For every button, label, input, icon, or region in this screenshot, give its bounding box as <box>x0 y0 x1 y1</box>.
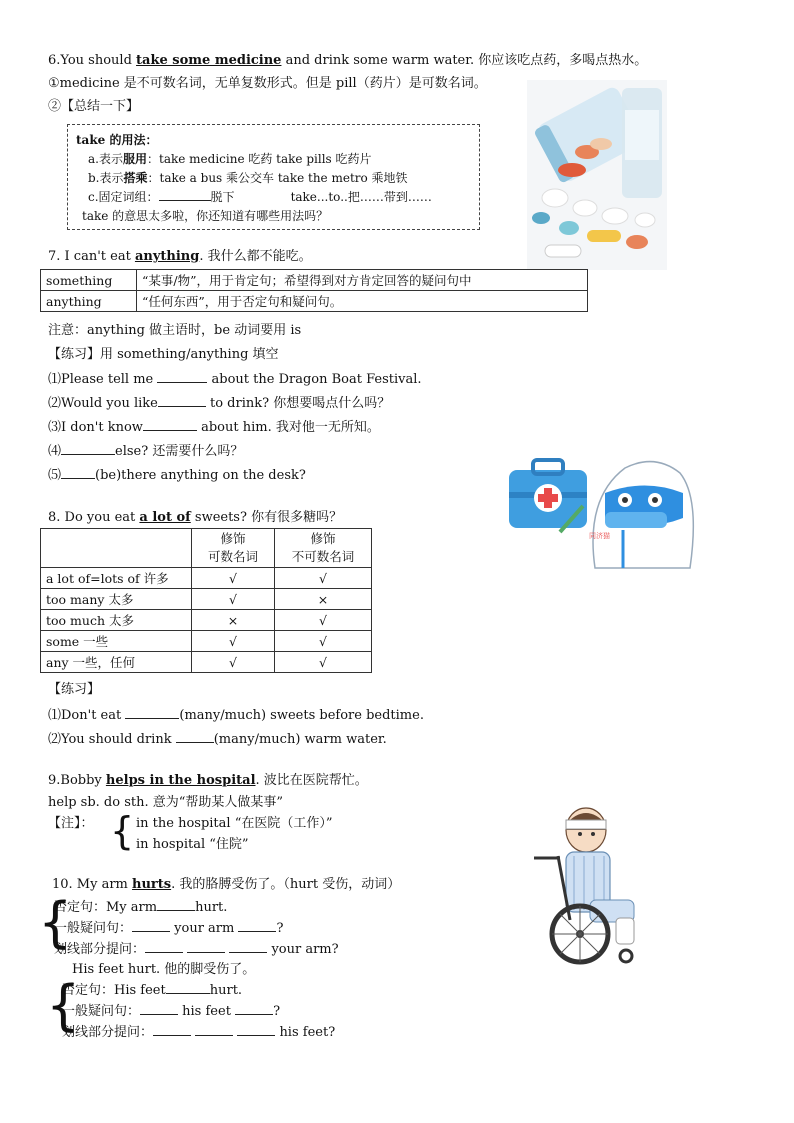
take-usage-end: take 的意思太多啦，你还知道有哪些用法吗？ <box>82 209 329 223</box>
s7-q3: ⑶I don't know about him. 我对他一无所知。 <box>48 420 380 435</box>
take-usage-c: c.固定词组： 脱下 take...to..把……带到…… <box>88 190 432 204</box>
medical-kit-cat-image <box>505 448 705 573</box>
s10-general-question: 一般疑问句： your arm ? <box>54 921 284 936</box>
s10-wh-question: 划线部分提问： your arm? <box>54 942 339 957</box>
header-countable: 修饰 可数名词 <box>192 529 275 568</box>
s7-q2: ⑵Would you like to drink? 你想要喝点什么吗？ <box>48 396 391 411</box>
s9-key-phrase: helps in the hospital <box>105 773 256 788</box>
s8-key-phrase: a lot of <box>139 510 191 525</box>
blank[interactable] <box>176 730 214 743</box>
brace: { <box>38 891 73 954</box>
blank[interactable] <box>61 466 95 479</box>
medicine-pills-image <box>527 80 667 270</box>
table-row: too much 太多 × √ <box>41 610 372 631</box>
s8-title: 8. Do you eat a lot of sweets? 你有很多糖吗？ <box>48 510 343 525</box>
brace: { <box>110 809 135 853</box>
header-uncountable: 修饰 不可数名词 <box>275 529 372 568</box>
s7-practice-title: 【练习】用 something/anything 填空 <box>48 347 279 362</box>
blank[interactable] <box>238 919 276 932</box>
table-row: some 一些 √ √ <box>41 631 372 652</box>
take-usage-title: take 的用法： <box>76 133 158 147</box>
quantifier-table <box>40 528 372 673</box>
blank[interactable] <box>61 442 115 455</box>
blank[interactable] <box>235 1002 273 1015</box>
take-usage-a: a.表示服用：take medicine 吃药 take pills 吃药片 <box>88 152 372 166</box>
s9-note-label: 【注】： <box>48 816 94 831</box>
s6-key-phrase: take some medicine <box>136 53 282 68</box>
s10-negative: 否定句：My arm hurt. <box>54 900 228 915</box>
s9-option1: in the hospital “在医院（工作）” <box>136 816 333 831</box>
s10-title: 10. My arm hurts. 我的胳膊受伤了。（hurt 受伤，动词） <box>52 877 401 892</box>
blank[interactable] <box>166 981 210 994</box>
blank[interactable] <box>140 1002 178 1015</box>
s10-negative2: 否定句：His feet hurt. <box>62 983 243 998</box>
s8-q2: ⑵You should drink (many/much) warm water. <box>48 732 387 747</box>
s6-title: 6.You should take some medicine and drink some warm water. 你应该吃点药，多喝点热水。 <box>48 53 648 68</box>
table-row <box>41 529 372 568</box>
blank[interactable] <box>132 919 170 932</box>
blank[interactable] <box>153 1023 191 1036</box>
table-row: something “某事/物”，用于肯定句；希望得到对方肯定回答的疑问句中 <box>41 270 588 291</box>
s7-note: 注意：anything 做主语时，be 动词要用 is <box>48 323 302 338</box>
s9-option2: in hospital “住院” <box>136 837 249 852</box>
table-row: any 一些，任何 √ √ <box>41 652 372 673</box>
something-anything-table <box>40 269 588 312</box>
s9-line2: help sb. do sth. 意为“帮助某人做某事” <box>48 795 284 810</box>
s7-q5: ⑸ (be)there anything on the desk? <box>48 468 306 483</box>
blank[interactable] <box>125 706 179 719</box>
blank[interactable] <box>157 370 207 383</box>
table-row: anything “任何东西”，用于否定句和疑问句。 <box>41 291 588 312</box>
blank[interactable] <box>237 1023 275 1036</box>
blank[interactable] <box>187 940 225 953</box>
blank[interactable] <box>157 898 195 911</box>
brace: { <box>46 974 81 1037</box>
s7-title: 7. I can't eat anything. 我什么都不能吃。 <box>48 249 312 264</box>
s9-title: 9.Bobby helps in the hospital. 波比在医院帮忙。 <box>48 773 368 788</box>
s8-practice-title: 【练习】 <box>48 682 101 697</box>
s7-key-phrase: anything <box>134 249 200 264</box>
s7-q1: ⑴Please tell me about the Dragon Boat Festival. <box>48 372 422 387</box>
s8-q1: ⑴Don't eat (many/much) sweets before bedtime. <box>48 708 424 723</box>
wheelchair-boy-image <box>530 800 650 970</box>
blank[interactable] <box>158 394 206 407</box>
take-usage-b: b.表示搭乘：take a bus 乘公交车 take the metro 乘地铁 <box>88 171 408 185</box>
table-row: too many 太多 √ × <box>41 589 372 610</box>
blank[interactable] <box>229 940 267 953</box>
blank[interactable] <box>195 1023 233 1036</box>
s10-general-question2: 一般疑问句： his feet ? <box>62 1004 281 1019</box>
table-row: a lot of=lots of 许多 √ √ <box>41 568 372 589</box>
blank[interactable] <box>145 940 183 953</box>
s6-note1: ①medicine 是不可数名词，无单复数形式。但是 pill（药片）是可数名词。 <box>48 76 487 91</box>
s10-key-phrase: hurts <box>132 877 172 892</box>
s10-example2: His feet hurt. 他的脚受伤了。 <box>72 962 256 977</box>
blank[interactable] <box>159 188 211 201</box>
blank[interactable] <box>143 418 197 431</box>
s7-q4: ⑷ else? 还需要什么吗？ <box>48 444 244 459</box>
s6-note2: ②【总结一下】 <box>48 99 140 114</box>
svg-text:同济猫: 同济猫 <box>589 532 610 540</box>
s10-wh-question2: 划线部分提问： his feet? <box>62 1025 336 1040</box>
